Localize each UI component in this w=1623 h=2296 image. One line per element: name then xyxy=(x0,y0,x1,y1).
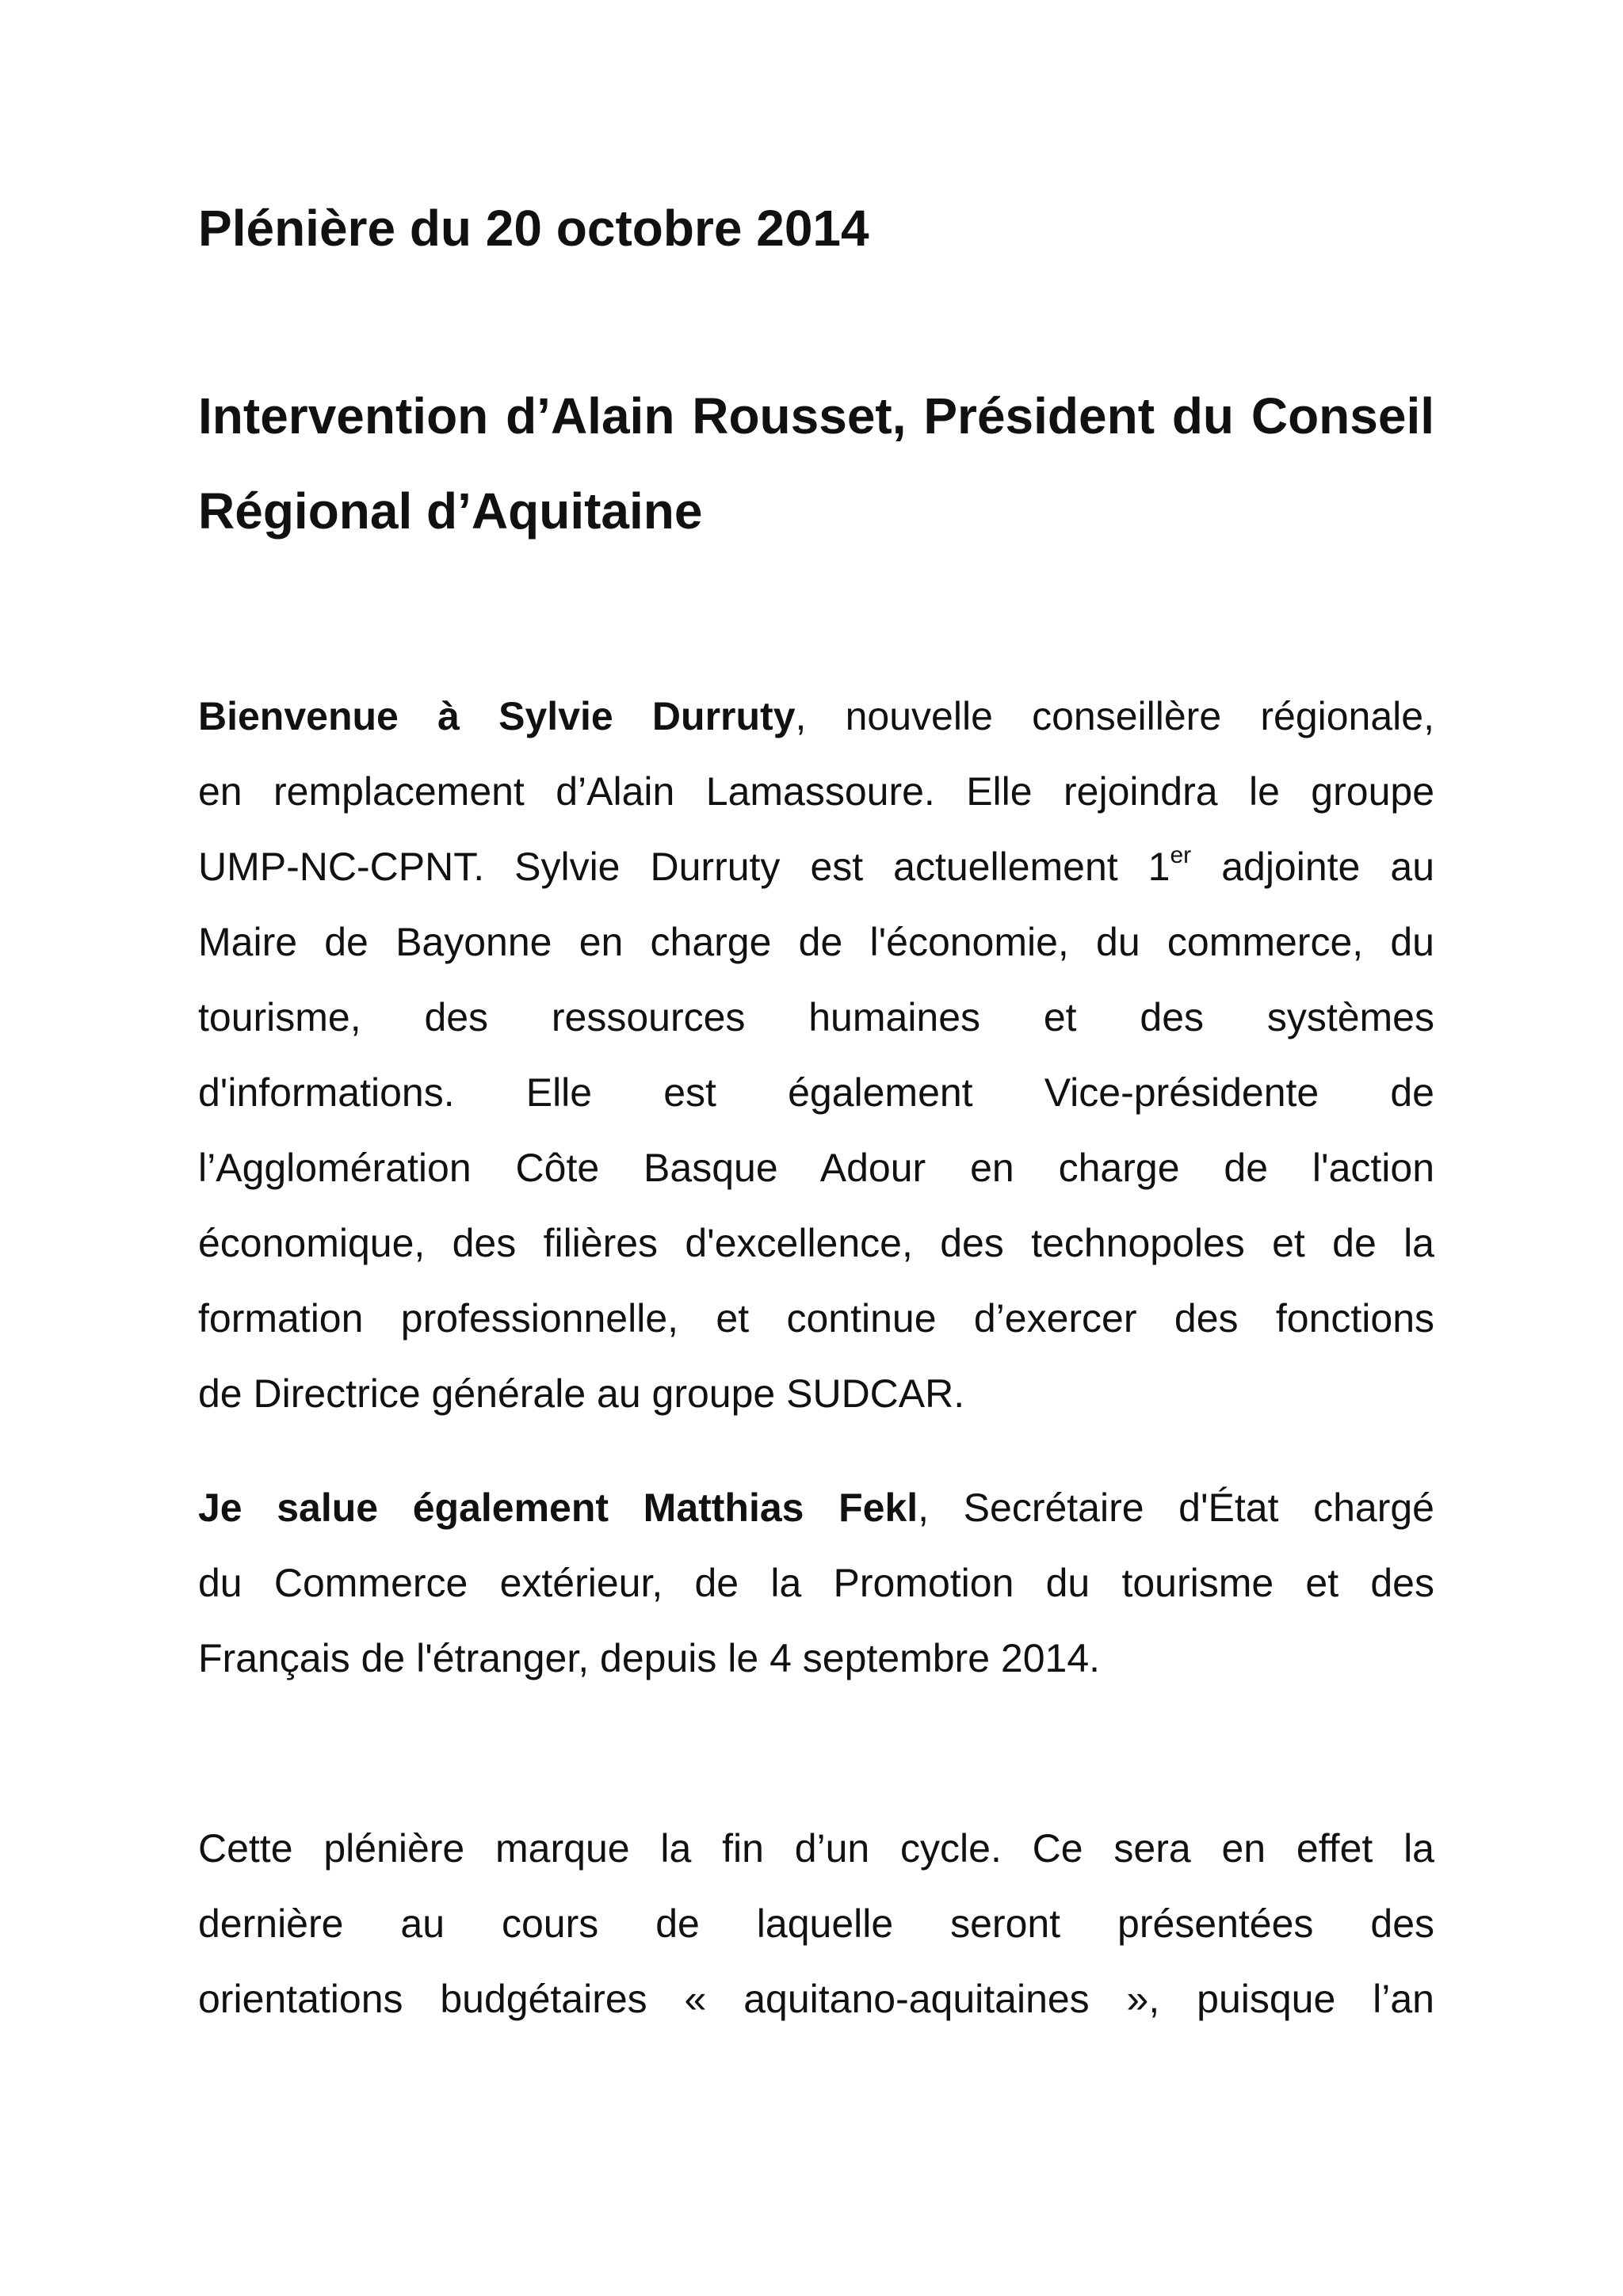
paragraph-line xyxy=(198,679,1434,754)
paragraph-line: de Directrice générale au groupe SUDCAR. xyxy=(198,1371,965,1416)
paragraph-line: l’Agglomération Côte Basque Adour en charge de l'action xyxy=(198,1146,1434,1190)
text-run: UMP-NC-CPNT. Sylvie Durruty est actuellement 1 xyxy=(198,845,1170,889)
paragraph-welcome xyxy=(198,679,1434,1432)
paragraph-line: orientations budgétaires « aquitano-aquitaines », puisque l’an xyxy=(198,1977,1434,2021)
paragraph-line: formation professionnelle, et continue d’exercer des fonctions xyxy=(198,1296,1434,1341)
text-run: , Secrétaire d'État chargé xyxy=(918,1486,1434,1530)
paragraph-cycle xyxy=(198,1811,1434,2037)
bold-lead: Bienvenue à Sylvie Durruty xyxy=(198,694,796,738)
page-title: Plénière du 20 octobre 2014 xyxy=(198,200,869,257)
paragraph-line: Cette plénière marque la fin d’un cycle. Ce sera en effet la xyxy=(198,1826,1434,1871)
text-run: adjointe au xyxy=(1191,845,1434,889)
bold-lead: Je salue également Matthias Fekl xyxy=(198,1486,918,1530)
paragraph-line xyxy=(198,1470,1434,1546)
paragraph-line: tourisme, des ressources humaines et des systèmes xyxy=(198,995,1434,1039)
paragraph-line: dernière au cours de laquelle seront présentées des xyxy=(198,1901,1434,1946)
paragraph-salute xyxy=(198,1470,1434,1696)
paragraph-line: Français de l'étranger, depuis le 4 septembre 2014. xyxy=(198,1636,1101,1680)
superscript: er xyxy=(1170,842,1192,869)
paragraph-line: économique, des filières d'excellence, des technopoles et de la xyxy=(198,1221,1434,1265)
text-run: , nouvelle conseillère régionale, xyxy=(795,694,1434,738)
paragraph-line: d'informations. Elle est également Vice-présidente de xyxy=(198,1070,1434,1115)
page-subtitle: Intervention d’Alain Rousset, Président du Conseil Régional d’Aquitaine xyxy=(198,387,1434,540)
paragraph-line: en remplacement d’Alain Lamassoure. Elle rejoindra le groupe xyxy=(198,769,1434,814)
paragraph-line xyxy=(198,830,1434,905)
paragraph-line: Maire de Bayonne en charge de l'économie, du commerce, du xyxy=(198,920,1434,964)
paragraph-line: du Commerce extérieur, de la Promotion du tourisme et des xyxy=(198,1561,1434,1605)
